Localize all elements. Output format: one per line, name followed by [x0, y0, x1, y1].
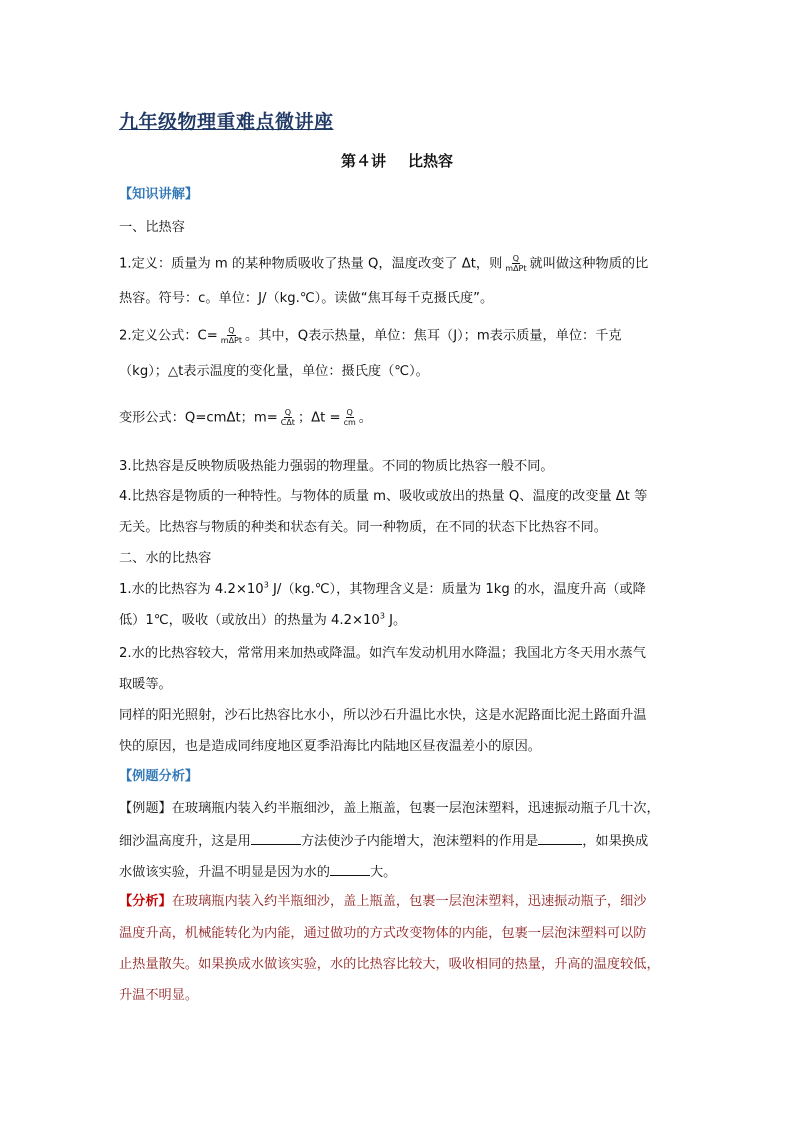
- definition-text-a: 1.定义：质量为 m 的某种物质吸收了热量 Q，温度改变了 Δt，则: [119, 256, 503, 272]
- variant-fraction-2: $\frac{Q}{cm}$: [343, 408, 356, 427]
- analysis-text-1: 在玻璃瓶内装入约半瓶细沙，盖上瓶盖，包裹一层泡沫塑料，迅速振动瓶子，细沙: [171, 894, 647, 909]
- part1-heading: 一、比热容: [119, 220, 185, 235]
- point-4-line-2: 无关。比热容与物质的种类和状态有关。同一种物质，在不同的状态下比热容不同。: [119, 520, 607, 535]
- sunlight-line-2: 快的原因，也是造成同纬度地区夏季沿海比内陆地区昼夜温差小的原因。: [119, 739, 541, 754]
- lecture-number: 第４讲: [340, 152, 386, 170]
- water-point-2-line-1: 2.水的比热容较大，常常用来加热或降温。如汽车发动机用水降温；我国北方冬天用水蒸气: [119, 646, 646, 661]
- exponent: 3: [263, 580, 269, 590]
- analysis-line-4: 升温不明显。: [119, 988, 199, 1003]
- series-title: 九年级物理重难点微讲座: [119, 111, 334, 133]
- example-line-2: [119, 830, 679, 852]
- water-text-b: J/（kg.℃），其物理含义是：质量为 1kg 的水，温度升高（或降: [268, 582, 646, 597]
- variant-formula-line: [119, 408, 679, 429]
- sunlight-line-1: 同样的阳光照射，沙石比热容比水小，所以沙石升温比水快，这是水泥路面比泥土路面升温: [119, 708, 647, 723]
- example-text-e: 大。: [370, 865, 397, 880]
- lecture-title: [0, 150, 794, 171]
- formula-fraction: $\frac{Q}{\text{mΔPt}}$: [220, 326, 243, 345]
- definition-line-2: 热容。符号：c。单位：J/（kg.℃）。读做“焦耳每千克摄氏度”。: [119, 291, 494, 306]
- water-text-d: J。: [384, 613, 407, 628]
- answer-blank-2[interactable]: [538, 830, 582, 845]
- water-point-1-line-1: [119, 580, 679, 600]
- example-text-b: 方法使沙子内能增大，泡沫塑料的作用是: [300, 834, 539, 849]
- variant-fraction-1: $\frac{Q}{\text{CΔt}}$: [280, 408, 295, 427]
- answer-blank-1[interactable]: [251, 830, 301, 845]
- analysis-line-1: [119, 892, 679, 912]
- variant-text-b: ；Δt =: [297, 410, 341, 426]
- water-point-1-line-2: [119, 611, 679, 631]
- lecture-topic: 比热容: [408, 152, 454, 170]
- definition-line-1: [119, 254, 679, 275]
- analysis-label: 【分析】: [119, 894, 172, 909]
- analysis-line-3: 止热量散失。如果换成水做该实验，水的比热容比较大，吸收相同的热量，升高的温度较低，: [119, 957, 660, 972]
- analysis-line-2: 温度升高，机械能转化为内能，通过做功的方式改变物体的内能，包裹一层泡沫塑料可以防: [119, 926, 647, 941]
- formula-text-b: 。其中，Q表示热量，单位：焦耳（J）；m表示质量，单位：千克: [245, 328, 622, 344]
- definition-fraction: $\frac{Q}{\text{mΔPt}}$: [505, 254, 527, 273]
- exponent: 3: [379, 611, 385, 621]
- example-line-1: 【例题】在玻璃瓶内装入约半瓶细沙，盖上瓶盖，包裹一层泡沫塑料，迅速振动瓶子几十次，: [119, 801, 660, 816]
- water-text-c: 低）1℃，吸收（或放出）的热量为 4.2×10: [119, 613, 380, 628]
- example-text-a: 细沙温高度升，这是用: [119, 834, 251, 849]
- example-text-c: ，如果换成: [582, 834, 649, 849]
- example-heading: 【例题分析】: [119, 769, 199, 784]
- part2-heading: 二、水的比热容: [119, 551, 212, 566]
- answer-blank-3[interactable]: [330, 861, 370, 876]
- variant-text-c: 。: [358, 410, 372, 426]
- definition-text-b: 就叫做这种物质的比: [529, 256, 649, 272]
- formula-line-2: （kg）；△t表示温度的变化量，单位：摄氏度（℃）。: [119, 364, 429, 379]
- knowledge-heading: 【知识讲解】: [119, 187, 199, 202]
- water-point-2-line-2: 取暖等。: [119, 677, 172, 692]
- point-3: 3.比热容是反映物质吸热能力强弱的物理量。不同的物质比热容一般不同。: [119, 459, 554, 474]
- water-text-a: 1.水的比热容为 4.2×10: [119, 582, 264, 597]
- example-text-d: 水做该实验，升温不明显是因为水的: [119, 865, 330, 880]
- point-4-line-1: 4.比热容是物质的一种特性。与物体的质量 m、吸收或放出的热量 Q、温度的改变量 Δt 等: [119, 489, 648, 504]
- example-line-3: [119, 861, 679, 883]
- formula-text-a: 2.定义公式：C=: [119, 328, 218, 344]
- variant-text-a: 变形公式：Q=cmΔt；m=: [119, 410, 278, 426]
- formula-line-1: [119, 326, 679, 347]
